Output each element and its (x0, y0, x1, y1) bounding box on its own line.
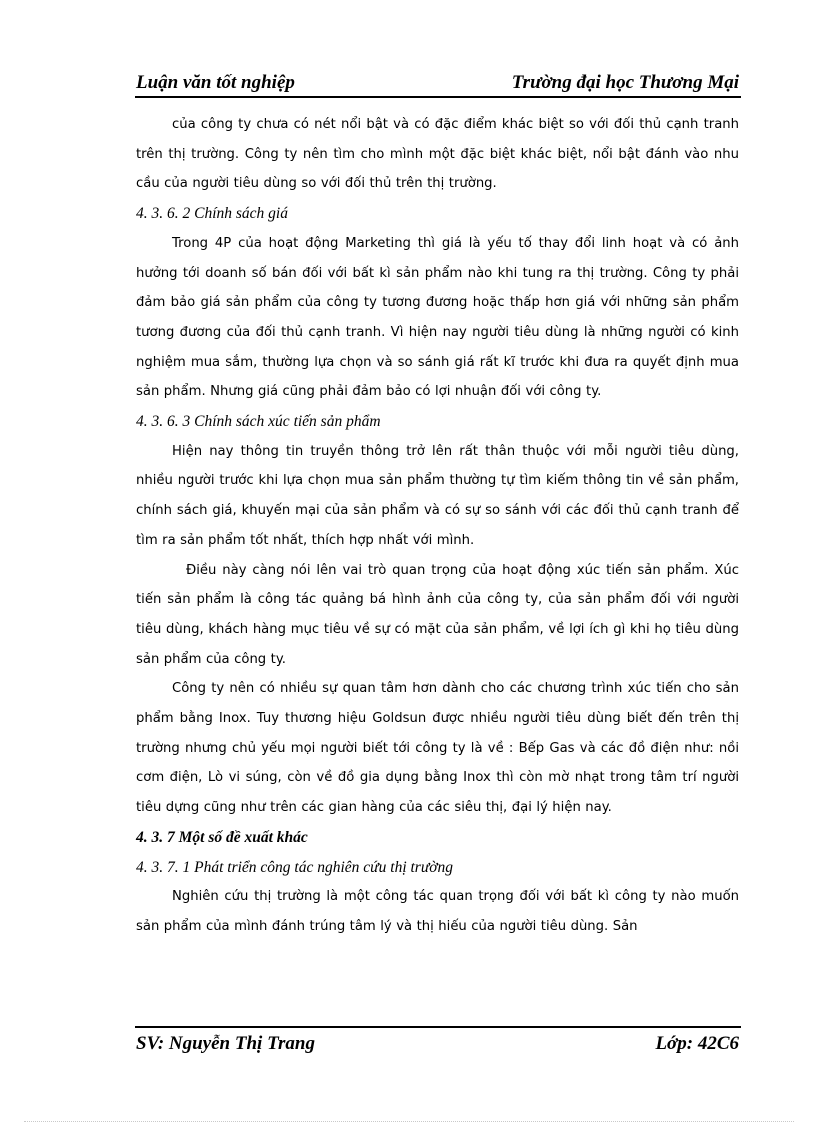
page-footer (135, 1026, 741, 1058)
heading-other-proposals: 4. 3. 7 Một số đề xuất khác (136, 828, 308, 846)
page-edge-divider (24, 1121, 794, 1122)
page-header (135, 70, 741, 98)
heading-price-policy: 4. 3. 6. 2 Chính sách giá (136, 205, 288, 223)
header-thesis-title: Luận văn tốt nghiệp (136, 72, 295, 93)
heading-promotion-policy: 4. 3. 6. 3 Chính sách xúc tiến sản phẩm (136, 413, 381, 431)
header-university: Trường đại học Thương Mại (511, 72, 739, 93)
paragraph-promotion-role: Điều này càng nói lên vai trò quan trọng của hoạt động xúc tiến sản phẩm. Xúc tiến sản phẩm là công tác quảng bá hình ảnh của công ty, của sản phẩm đối với người tiêu dùng, khách hàng mục tiêu về sự có mặt của sản phẩm, về lợi ích gì khi họ tiêu dùng sản phẩm của công ty. (136, 562, 739, 667)
paragraph-inox-promotion: Công ty nên có nhiều sự quan tâm hơn dành cho các chương trình xúc tiến cho sản phẩm bằng Inox. Tuy thương hiệu Goldsun được nhiều người tiêu dùng biết đến trên thị trường nhưng chủ yếu mọi người biết tới công ty là về : Bếp Gas và các đồ điện như: nồi cơm điện, Lò vi súng, còn về đồ gia dụng bằng Inox thì còn mờ nhạt trong tâm trí người tiêu dựng cũng như trên các gian hàng của các siêu thị, đại lý hiện nay. (136, 681, 739, 816)
paragraph-price-policy: Trong 4P của hoạt động Marketing thì giá là yếu tố thay đổi linh hoạt và có ảnh hưởng tới doanh số bán đối với bất kì sản phẩm nào khi tung ra thị trường. Công ty phải đảm bảo giá sản phẩm của công ty tương đương hoặc thấp hơn giá với những sản phẩm tương đương của đối thủ cạnh tranh. Vì hiện nay người tiêu dùng là những người có kinh nghiệm mua sắm, thường lựa chọn và so sánh giá rất kĩ trước khi đưa ra quyết định mua sản phẩm. Nhưng giá cũng phải đảm bảo có lợi nhuận đối với công ty. (136, 235, 739, 400)
heading-market-research: 4. 3. 7. 1 Phát triển công tác nghiên cứu thị trường (136, 858, 454, 876)
paragraph-continuation: của công ty chưa có nét nổi bật và có đặc điểm khác biệt so với đối thủ cạnh tranh trên thị trường. Công ty nên tìm cho mình một đặc biệt khác biệt, nổi bật đánh vào nhu cầu của người tiêu dùng so với đối thủ trên thị trường. (136, 117, 739, 192)
document-body (136, 110, 739, 942)
paragraph-media: Hiện nay thông tin truyền thông trở lên rất thân thuộc với mỗi người tiêu dùng, nhiều người trước khi lựa chọn mua sản phẩm thường tự tìm kiếm thông tin về sản phẩm, chính sách giá, khuyến mại của sản phẩm và có sự so sánh với các đối thủ cạnh tranh để tìm ra sản phẩm tốt nhất, thích hợp nhất với mình. (136, 443, 739, 548)
footer-student-name: SV: Nguyễn Thị Trang (136, 1033, 315, 1054)
footer-class: Lớp: 42C6 (655, 1033, 739, 1054)
paragraph-market-research: Nghiên cứu thị trường là một công tác quan trọng đối với bất kì công ty nào muốn sản phẩm của mình đánh trúng tâm lý và thị hiếu của người tiêu dùng. Sản (136, 889, 739, 934)
